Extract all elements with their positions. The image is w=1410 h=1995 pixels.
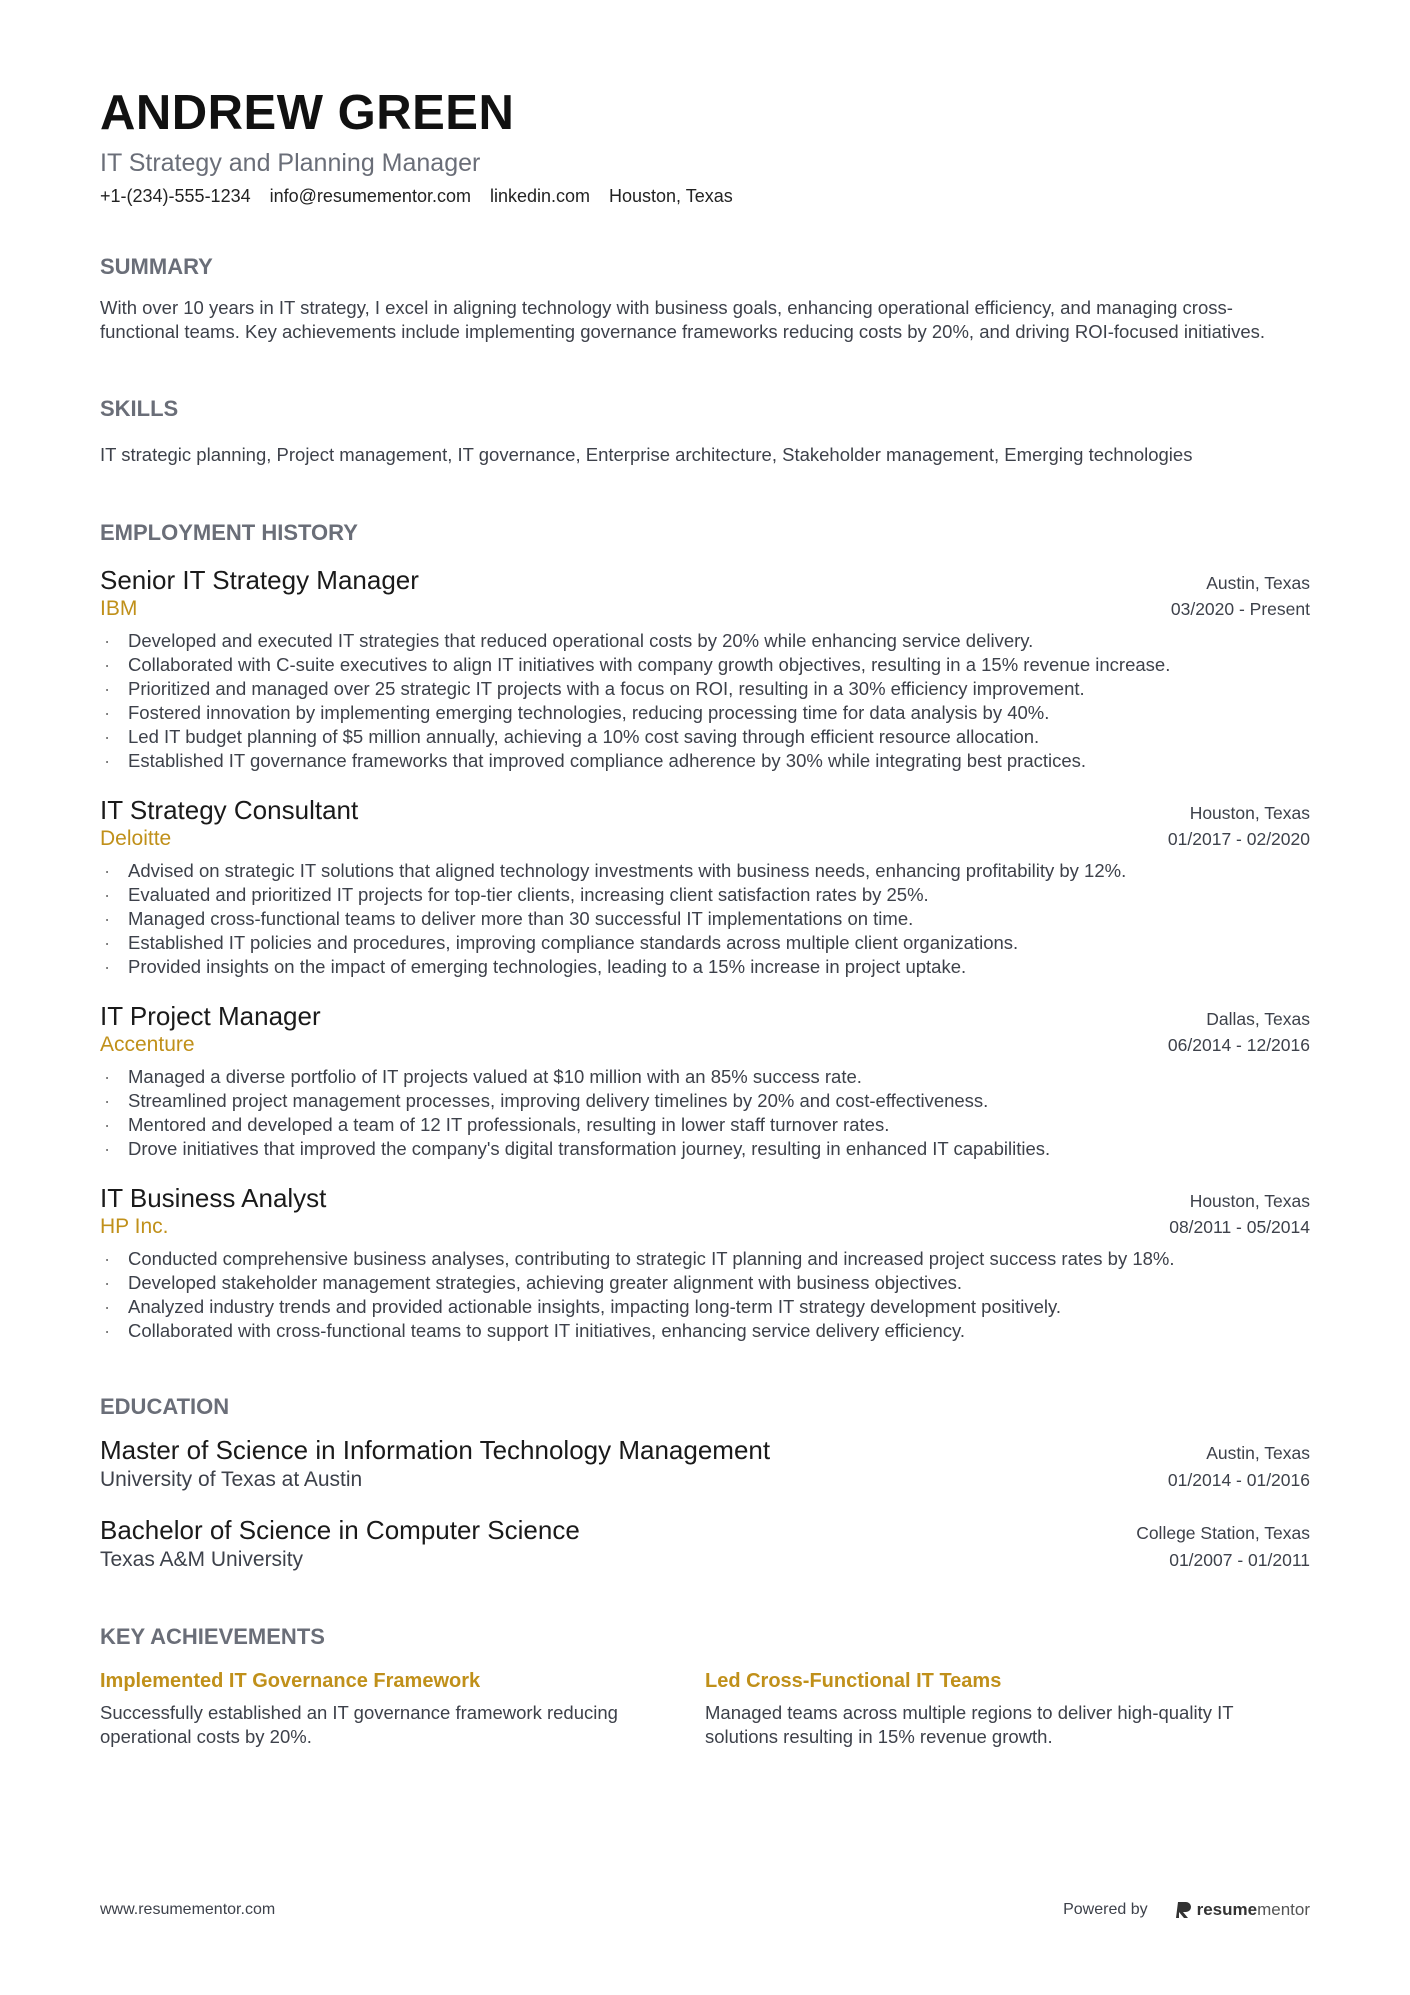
job-bullet: · Streamlined project management processes, improving delivery timelines by 20% and cost-effectiveness. bbox=[100, 1089, 1310, 1113]
job-location: Dallas, Texas bbox=[1206, 1009, 1310, 1029]
achievement-item bbox=[100, 1667, 705, 1749]
summary-heading: SUMMARY bbox=[100, 254, 213, 279]
job-bullet: · Collaborated with C-suite executives to align IT initiatives with company growth objectives, resulting in a 15% revenue increase. bbox=[100, 653, 1310, 677]
education-school: University of Texas at Austin bbox=[100, 1468, 363, 1491]
job-bullet: · Conducted comprehensive business analyses, contributing to strategic IT planning and increased project success rates by 18%. bbox=[100, 1247, 1310, 1271]
powered-by-label: Powered by bbox=[1063, 1901, 1148, 1918]
job-bullet: · Collaborated with cross-functional teams to support IT initiatives, enhancing service delivery efficiency. bbox=[100, 1319, 1310, 1343]
job-dates: 01/2017 - 02/2020 bbox=[1167, 829, 1310, 849]
resume-page bbox=[100, 84, 1310, 1749]
footer-url[interactable]: www.resumementor.com bbox=[100, 1901, 276, 1918]
job-location: Houston, Texas bbox=[1189, 1191, 1310, 1211]
contact-location: Houston, Texas bbox=[609, 186, 733, 206]
education-school: Texas A&M University bbox=[100, 1548, 304, 1571]
job-entry bbox=[100, 1183, 1310, 1343]
skills-text: IT strategic planning, Project management, IT governance, Enterprise architecture, Stakeholder management, Emerging technologies bbox=[100, 444, 1193, 465]
job-company: Accenture bbox=[100, 1033, 195, 1056]
education-dates: 01/2007 - 01/2011 bbox=[1169, 1550, 1310, 1570]
contact-email[interactable]: info@resumementor.com bbox=[269, 186, 471, 206]
job-bullet: · Established IT governance frameworks that improved compliance adherence by 30% while integrating best practices. bbox=[100, 749, 1310, 773]
job-dates: 03/2020 - Present bbox=[1170, 599, 1310, 619]
skills-heading: SKILLS bbox=[100, 396, 179, 421]
job-company: Deloitte bbox=[100, 827, 172, 850]
brand-name-part-2: mentor bbox=[1257, 1900, 1310, 1919]
footer-branding bbox=[1063, 1900, 1310, 1920]
job-bullet: · Provided insights on the impact of emerging technologies, leading to a 15% increase in project uptake. bbox=[100, 955, 1310, 979]
job-entry bbox=[100, 795, 1310, 979]
education-dates: 01/2014 - 01/2016 bbox=[1167, 1470, 1310, 1490]
job-bullet: · Mentored and developed a team of 12 IT professionals, resulting in lower staff turnover rates. bbox=[100, 1113, 1310, 1137]
achievement-name: Led Cross-Functional IT Teams bbox=[705, 1670, 1002, 1692]
brand-logo[interactable] bbox=[1176, 1900, 1310, 1920]
achievements-heading: KEY ACHIEVEMENTS bbox=[100, 1624, 325, 1649]
job-company: IBM bbox=[100, 597, 138, 620]
job-title: IT Project Manager bbox=[100, 1001, 321, 1031]
job-bullet: · Evaluated and prioritized IT projects for top-tier clients, increasing client satisfaction rates by 25%. bbox=[100, 883, 1310, 907]
job-dates: 08/2011 - 05/2014 bbox=[1169, 1217, 1310, 1237]
candidate-headline: IT Strategy and Planning Manager bbox=[100, 149, 481, 177]
education-entry bbox=[100, 1435, 1310, 1495]
job-title: IT Business Analyst bbox=[100, 1183, 327, 1213]
achievement-item bbox=[705, 1667, 1310, 1749]
job-company: HP Inc. bbox=[100, 1215, 169, 1238]
contact-info bbox=[100, 186, 1310, 207]
achievement-desc: Successfully established an IT governance framework reducing operational costs by 20%. bbox=[100, 1702, 618, 1747]
education-location: Austin, Texas bbox=[1206, 1443, 1310, 1463]
job-bullets bbox=[100, 629, 1310, 773]
job-location: Houston, Texas bbox=[1189, 803, 1310, 823]
job-bullet: · Drove initiatives that improved the company's digital transformation journey, resulting in enhanced IT capabilities. bbox=[100, 1137, 1310, 1161]
education-degree: Bachelor of Science in Computer Science bbox=[100, 1515, 580, 1545]
job-bullet: · Prioritized and managed over 25 strategic IT projects with a focus on ROI, resulting in a 30% efficiency improvement. bbox=[100, 677, 1310, 701]
job-bullet: · Managed cross-functional teams to deliver more than 30 successful IT implementations on time. bbox=[100, 907, 1310, 931]
job-bullet: · Developed stakeholder management strategies, achieving greater alignment with business objectives. bbox=[100, 1271, 1310, 1295]
job-title: Senior IT Strategy Manager bbox=[100, 565, 419, 595]
candidate-name: ANDREW GREEN bbox=[100, 86, 515, 140]
contact-phone[interactable]: +1-(234)-555-1234 bbox=[100, 186, 251, 206]
achievement-desc: Managed teams across multiple regions to deliver high-quality IT solutions resulting in 15% revenue growth. bbox=[705, 1702, 1234, 1747]
summary-text: With over 10 years in IT strategy, I excel in aligning technology with business goals, enhancing operational efficiency, and managing cross-functional teams. Key achievements include implementing governance frameworks reducing costs by 20%, and driving ROI-focused initiatives. bbox=[100, 297, 1266, 342]
job-bullet: · Analyzed industry trends and provided actionable insights, impacting long-term IT strategy development positively. bbox=[100, 1295, 1310, 1319]
contact-linkedin[interactable]: linkedin.com bbox=[489, 186, 591, 206]
job-bullet: · Advised on strategic IT solutions that aligned technology investments with business needs, enhancing profitability by 12%. bbox=[100, 859, 1310, 883]
education-degree: Master of Science in Information Technology Management bbox=[100, 1435, 771, 1465]
job-bullets bbox=[100, 1065, 1310, 1161]
job-bullets bbox=[100, 1247, 1310, 1343]
job-location: Austin, Texas bbox=[1206, 573, 1310, 593]
job-bullet: · Led IT budget planning of $5 million annually, achieving a 10% cost saving through efficient resource allocation. bbox=[100, 725, 1310, 749]
achievement-name: Implemented IT Governance Framework bbox=[100, 1670, 481, 1692]
job-entry bbox=[100, 1001, 1310, 1161]
job-bullets bbox=[100, 859, 1310, 979]
page-footer bbox=[100, 1900, 1310, 1920]
job-bullet: · Developed and executed IT strategies that reduced operational costs by 20% while enhancing service delivery. bbox=[100, 629, 1310, 653]
job-entry bbox=[100, 565, 1310, 773]
education-entry bbox=[100, 1515, 1310, 1575]
job-dates: 06/2014 - 12/2016 bbox=[1167, 1035, 1310, 1055]
achievements-grid bbox=[100, 1667, 1310, 1749]
employment-heading: EMPLOYMENT HISTORY bbox=[100, 520, 358, 545]
job-bullet: · Established IT policies and procedures, improving compliance standards across multiple client organizations. bbox=[100, 931, 1310, 955]
education-location: College Station, Texas bbox=[1136, 1523, 1310, 1543]
job-title: IT Strategy Consultant bbox=[100, 795, 359, 825]
education-heading: EDUCATION bbox=[100, 1394, 230, 1419]
resumementor-logo-icon bbox=[1176, 1900, 1192, 1920]
brand-name-part-1: resume bbox=[1196, 1900, 1258, 1919]
job-bullet: · Managed a diverse portfolio of IT projects valued at $10 million with an 85% success rate. bbox=[100, 1065, 1310, 1089]
job-bullet: · Fostered innovation by implementing emerging technologies, reducing processing time for data analysis by 40%. bbox=[100, 701, 1310, 725]
